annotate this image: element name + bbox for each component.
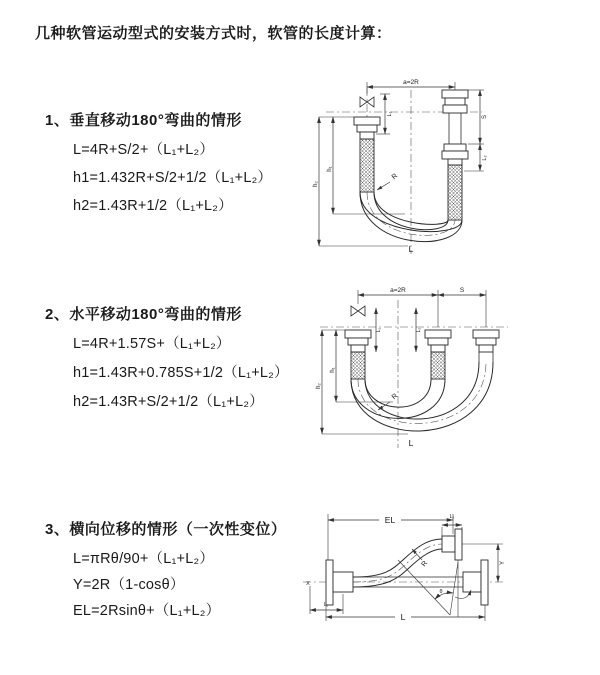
section2-heading: 2、水平移动180°弯曲的情形 (45, 306, 242, 323)
d3-radius-label: R (420, 559, 430, 569)
d2-dim-h2-label: h₂ (316, 383, 322, 389)
d3-dim-l-label: L (400, 612, 406, 622)
d2-centerlines (320, 300, 508, 448)
d2-radius-label: R (390, 392, 400, 402)
d2-dim-s-label: S (459, 287, 465, 294)
d2-dim-l1-label: L₁ (376, 327, 382, 333)
d2-right-fitting (473, 330, 499, 362)
d1-left-fitting (354, 117, 380, 192)
d3-theta-label: θ (439, 589, 443, 595)
d3-dim-el-label: EL (384, 515, 396, 525)
d1-length-label: L (408, 244, 414, 254)
d2-hose-u-bends (351, 362, 493, 431)
d1-dim-h1-label: h₁ (327, 166, 333, 172)
d3-ghost-straight-pipe (353, 560, 488, 605)
d1-radius-label: R (390, 172, 400, 182)
d2-dimensions (316, 287, 486, 448)
d2-dim-a-label: a=2R (390, 287, 406, 294)
d1-dim-a-label: a=2R (403, 79, 419, 86)
d3-left-fitting (326, 560, 353, 605)
d2-valve-icon (351, 306, 365, 316)
d3-hose-s-curve (353, 539, 442, 587)
diagram3-lateral-displacement (295, 498, 595, 653)
d2-left-fitting (345, 330, 371, 379)
d1-dim-s-label: S (482, 114, 488, 120)
section1-formula-h2: h2=1.43R+1/2（L₁+L₂） (73, 198, 233, 214)
d2-dim-h1-label: h₁ (330, 367, 336, 373)
section3-formula-L: L=πRθ/90+（L₁+L₂） (73, 551, 215, 567)
d1-dim-h2-label: h₂ (313, 181, 319, 187)
section1-formula-h1: h1=1.432R+S/2+1/2（L₁+L₂） (73, 170, 273, 186)
d1-right-fitting-upper (442, 90, 468, 144)
d2-dim-l2-label: L₂ (416, 327, 422, 333)
section3-formula-EL: EL=2Rsinθ+（L₁+L₂） (73, 603, 221, 619)
d1-dim-l2-label: L₂ (482, 155, 488, 161)
section1-formula-L: L=4R+S/2+（L₁+L₂） (73, 142, 215, 158)
d3-top-right-fitting (442, 529, 462, 560)
section3-heading: 3、横向位移的情形（一次性变位） (45, 521, 287, 538)
page-title: 几种软管运动型式的安装方式时，软管的长度计算： (35, 25, 392, 42)
d2-middle-fitting (425, 330, 451, 379)
diagram1-vertical-180-bend (310, 74, 500, 258)
section2-formula-h2: h2=1.43R+S/2+1/2（L₁+L₂） (73, 394, 264, 410)
d3-axis-x-label: X (306, 581, 310, 587)
section2-formula-L: L=4R+1.57S+（L₁+L₂） (73, 336, 231, 352)
section1-heading: 1、垂直移动180°弯曲的情形 (45, 112, 242, 129)
diagram2-horizontal-180-bend (308, 282, 518, 452)
d3-dim-l2-label: L₂ (449, 514, 455, 520)
d2-length-label: L (408, 438, 414, 448)
d3-dimensions (306, 514, 506, 622)
section2-formula-h1: h1=1.43R+0.785S+1/2（L₁+L₂） (73, 365, 289, 381)
d1-dim-l1-label: L₁ (387, 111, 393, 117)
d1-right-fitting-lower (442, 144, 468, 220)
d3-dim-y-label: Y (500, 560, 506, 566)
d3-dim-l1-label: L₁ (323, 602, 329, 608)
section3-formula-Y: Y=2R（1-cosθ） (73, 577, 185, 593)
